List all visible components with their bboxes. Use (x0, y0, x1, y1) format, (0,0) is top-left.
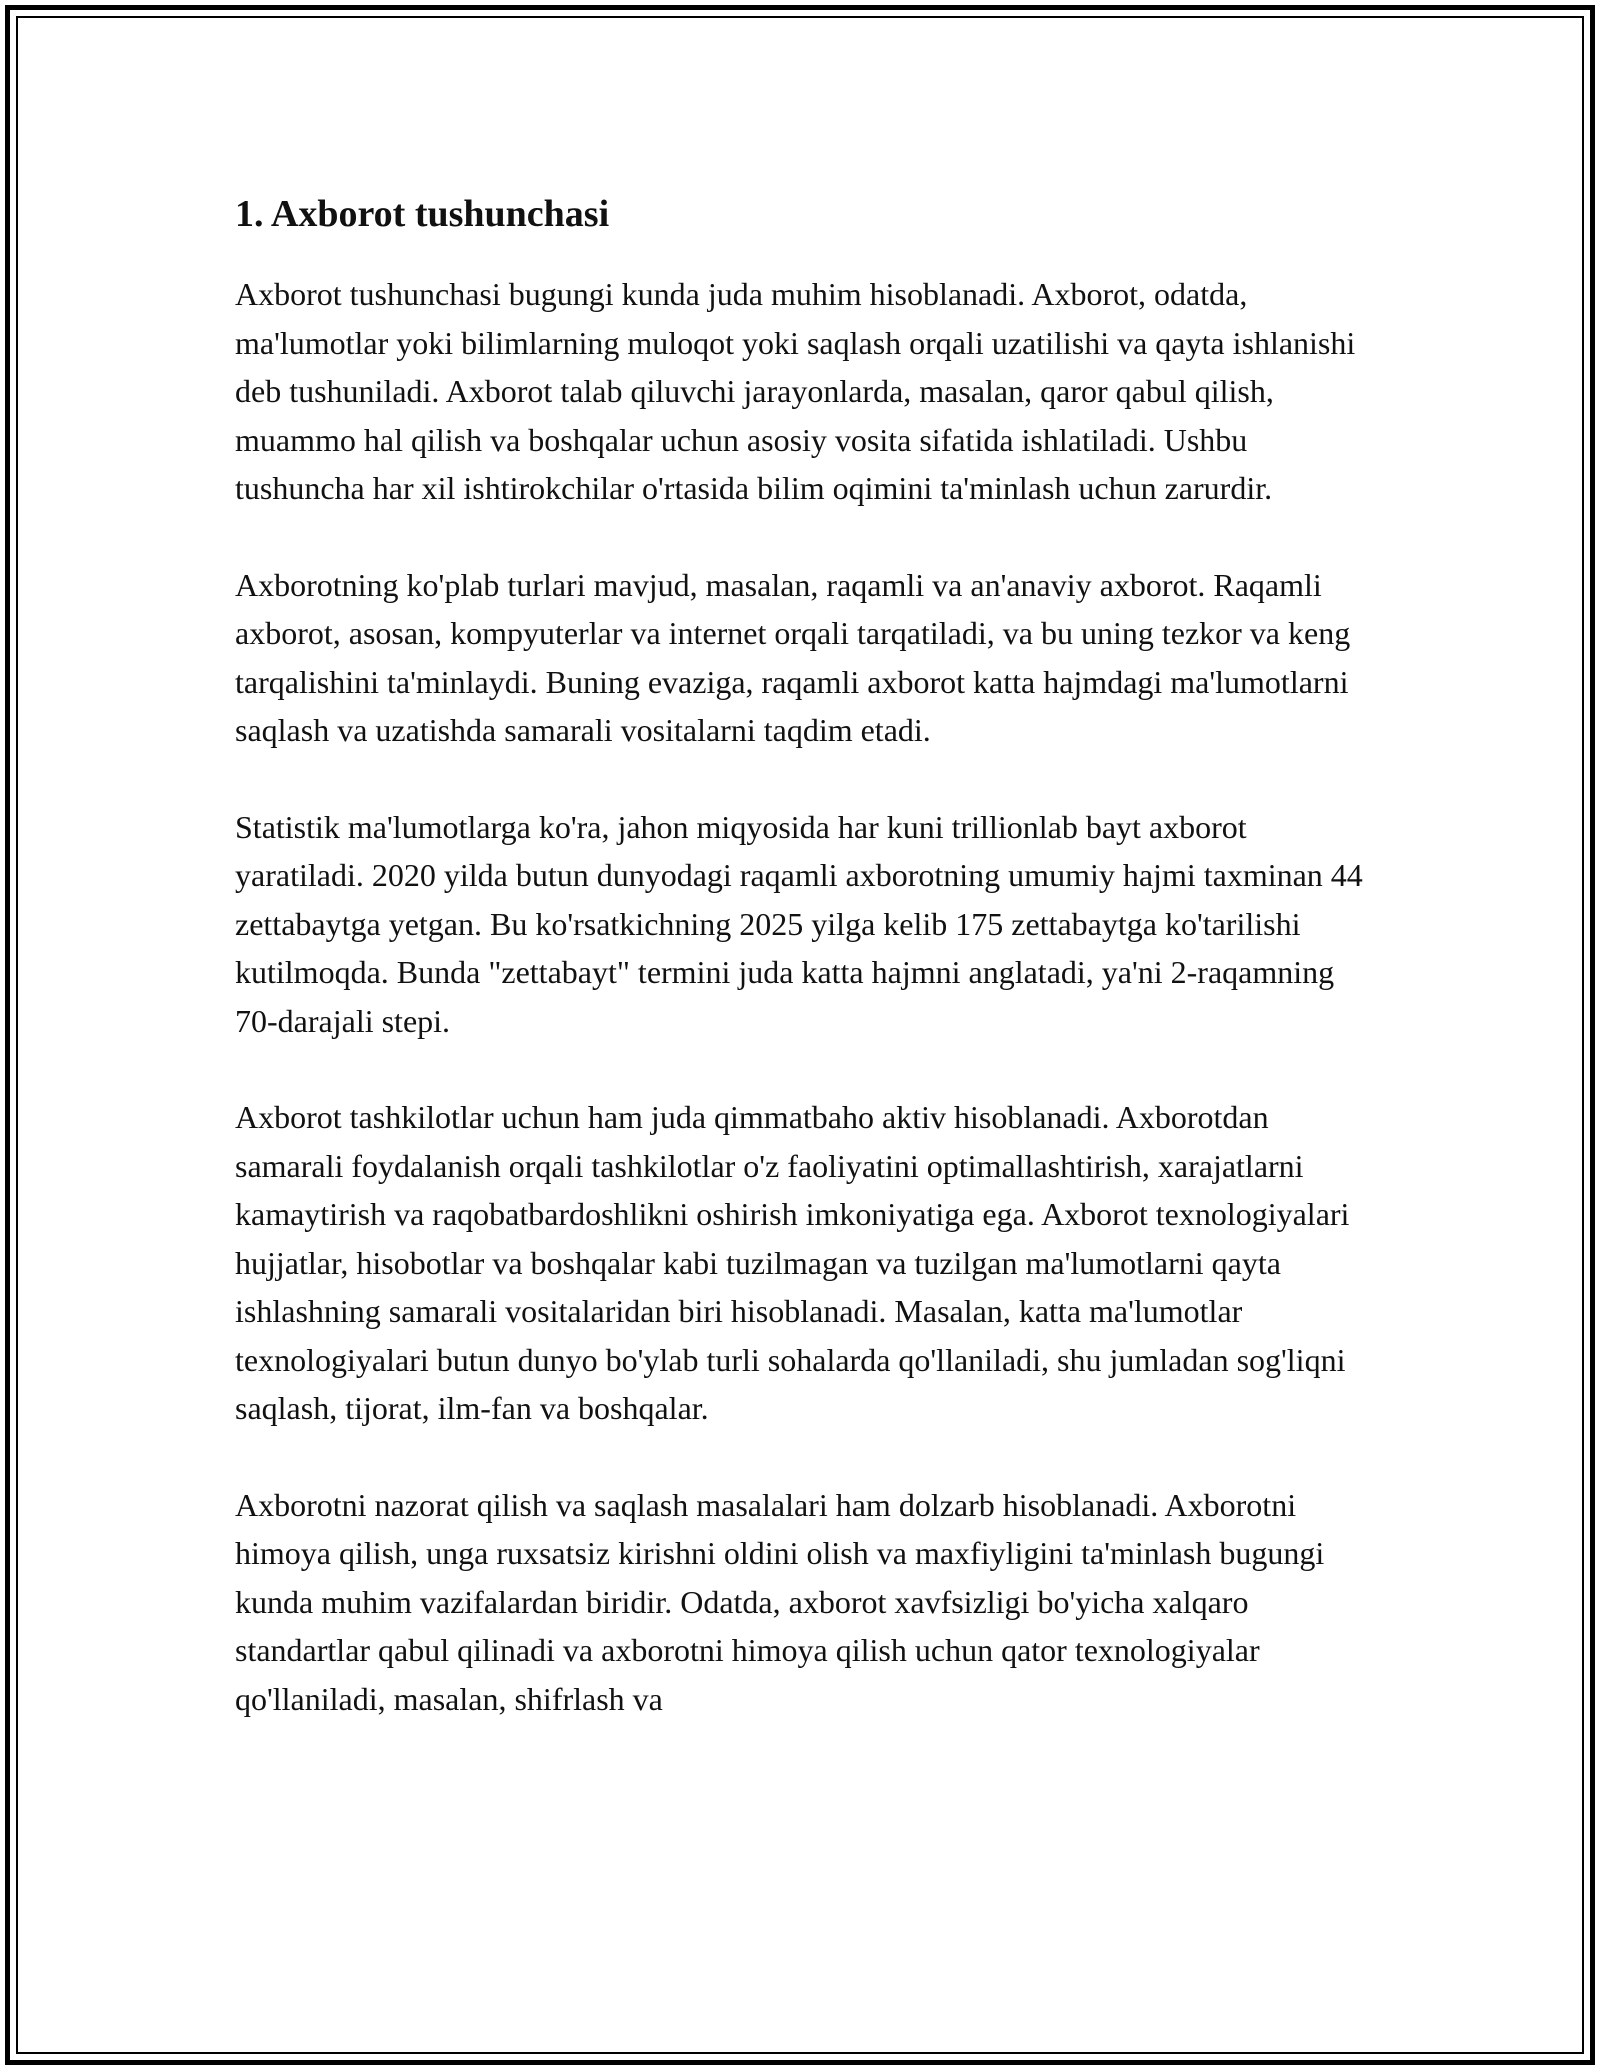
paragraph: Axborotni nazorat qilish va saqlash masalalari ham dolzarb hisoblanadi. Axborotni himoya qilish, unga ruxsatsiz kirishni oldini olish va maxfiyligini ta'minlash bugungi kunda muhim vazifalardan biridir. Odatda, axborot xavfsizligi bo'yicha xalqaro standartlar qabul qilinadi va axborotni himoya qilish uchun qator texnologiyalar qo'llaniladi, masalan, shifrlash va (235, 1486, 1325, 1717)
paragraph: Axborotning ko'plab turlari mavjud, masalan, raqamli va an'anaviy axborot. Raqamli axborot, asosan, kompyuterlar va internet orqali tarqatiladi, va bu uning tezkor va keng tarqalishini ta'minlaydi. Buning evaziga, raqamli axborot katta hajmdagi ma'lumotlarni saqlash va uzatishda samarali vositalarni taqdim etadi. (235, 566, 1351, 748)
section-heading: 1. Axborot tushunchasi (235, 193, 610, 235)
document-body (235, 186, 1375, 1771)
paragraph: Axborot tashkilotlar uchun ham juda qimmatbaho aktiv hisoblanadi. Axborotdan samarali foydalanish orqali tashkilotlar o'z faoliyatini optimallashtirish, xarajatlarni kamaytirish va raqobatbardoshlikni oshirish imkoniyatiga ega. Axborot texnologiyalari hujjatlar, hisobotlar va boshqalar kabi tuzilmagan va tuzilgan ma'lumotlarni qayta ishlashning samarali vositalaridan biri hisoblanadi. Masalan, katta ma'lumotlar texnologiyalari butun dunyo bo'ylab turli sohalarda qo'llaniladi, shu jumladan sog'liqni saqlash, tijorat, ilm-fan va boshqalar. (235, 1099, 1350, 1426)
paragraph: Axborot tushunchasi bugungi kunda juda muhim hisoblanadi. Axborot, odatda, ma'lumotlar yoki bilimlarning muloqot yoki saqlash orqali uzatilishi va qayta ishlanishi deb tushuniladi. Axborot talab qiluvchi jarayonlarda, masalan, qaror qabul qilish, muammo hal qilish va boshqalar uchun asosiy vosita sifatida ishlatiladi. Ushbu tushuncha har xil ishtirokchilar o'rtasida bilim oqimini ta'minlash uchun zarurdir. (235, 276, 1356, 506)
paragraph: Statistik ma'lumotlarga ko'ra, jahon miqyosida har kuni trillionlab bayt axborot yaratiladi. 2020 yilda butun dunyodagi raqamli axborotning umumiy hajmi taxminan 44 zettabaytga yetgan. Bu ko'rsatkichning 2025 yilga kelib 175 zettabaytga ko'tarilishi kutilmoqda. Bunda "zettabayt" termini juda katta hajmni anglatadi, ya'ni 2-raqamning 70-darajali stepi. (235, 808, 1363, 1039)
